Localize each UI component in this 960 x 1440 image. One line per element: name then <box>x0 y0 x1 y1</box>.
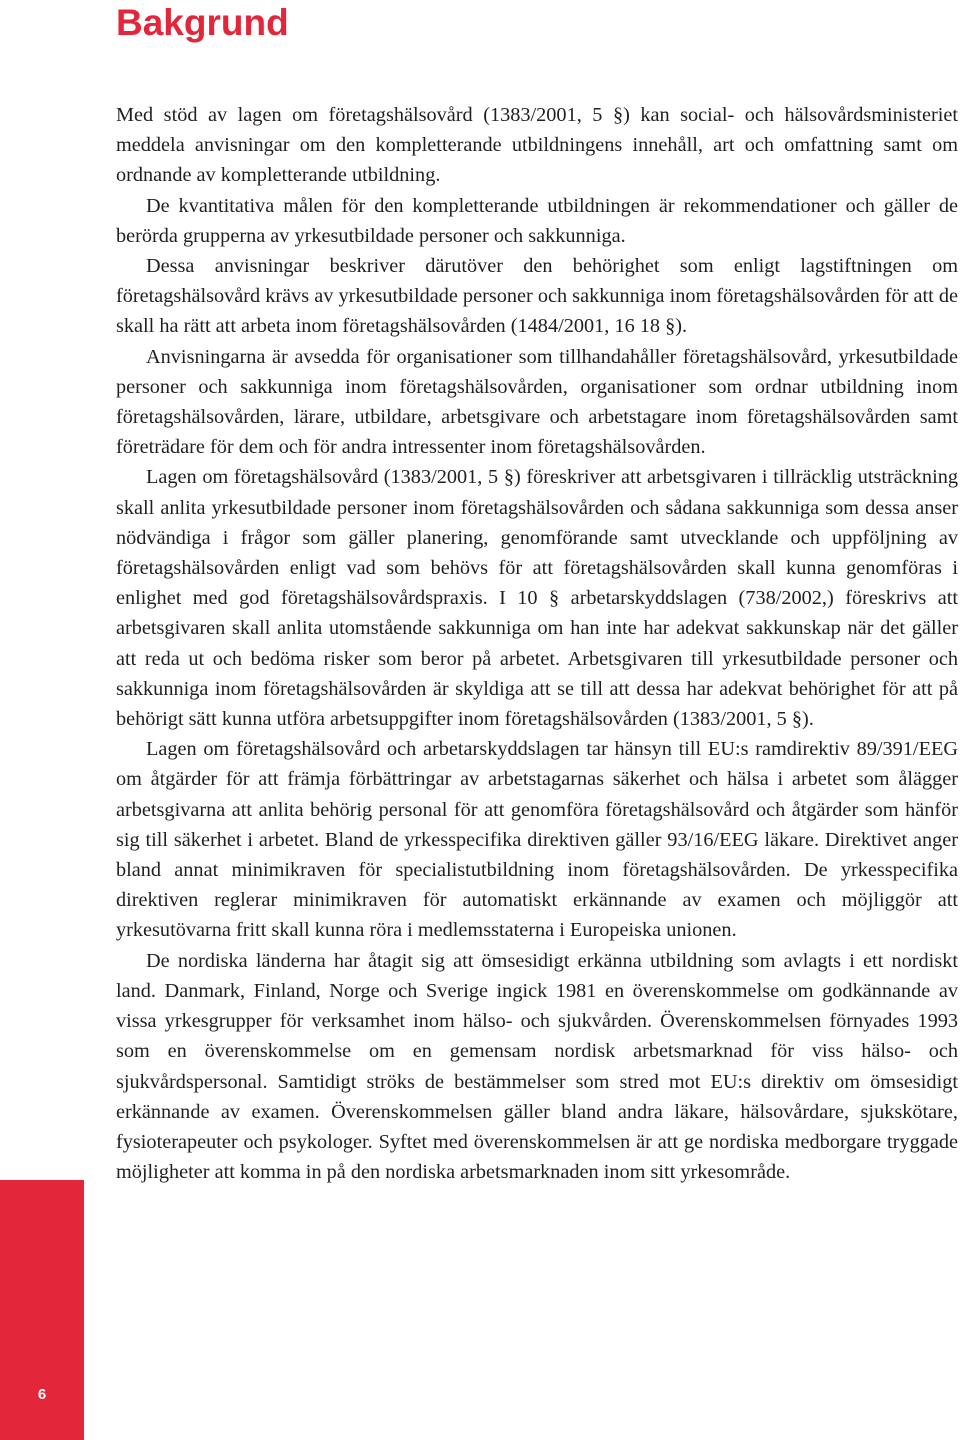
paragraph-4: Anvisningarna är avsedda för organisationer som tillhandahåller företagshälsovård, yrkesutbildade personer och sakkunniga inom företagshälsovården, organisationer som ordnar utbildning inom företagshälsovården, lärare, utbildare, arbetsgivare och arbetstagare inom företagshälsovården samt företrädare för dem och för andra intressenter inom företagshälsovården. <box>116 345 958 459</box>
paragraph-6: Lagen om företagshälsovård och arbetarskyddslagen tar hänsyn till EU:s ramdirektiv 89/391/EEG om åtgärder för att främja förbättringar av arbetstagarnas säkerhet och hälsa i arbetet som ålägger arbetsgivarna att anlita behörig personal för att genomföra företagshälsovård och åtgärder som hänför sig till säkerhet i arbetet. Bland de yrkesspecifika direktiven gäller 93/16/EEG läkare. Direktivet anger bland annat minimikraven för specialistutbildning inom företagshälsovården. De yrkesspecifika direktiven reglerar minimikraven för automatiskt erkännande av examen och möjliggör att yrkesutövarna fritt skall kunna röra i medlemsstaterna i Europeiska unionen. <box>116 738 958 942</box>
paragraph-1: Med stöd av lagen om företagshälsovård (1383/2001, 5 §) kan social- och hälsovårdsministeriet meddela anvisningar om den kompletterande utbildningens innehåll, art och omfattning samt om ordnande av kompletterande utbildning. <box>116 104 958 187</box>
page-title: Bakgrund <box>116 2 289 43</box>
paragraph-7: De nordiska länderna har åtagit sig att ömsesidigt erkänna utbildning som avlagts i ett nordiskt land. Danmark, Finland, Norge och Sverige ingick 1981 en överenskommelse om godkännande av vissa yrkesgrupper för verksamhet inom hälso- och sjukvården. Överenskommelsen förnyades 1993 som en överenskommelse om en gemensam nordisk arbetsmarknad för viss hälso- och sjukvårdspersonal. Samtidigt ströks de bestämmelser som stred mot EU:s direktiv om ömsesidigt erkännande av examen. Överenskommelsen gäller bland andra läkare, hälsovårdare, sjukskötare, fysioterapeuter och psykologer. Syftet med överenskommelsen är att ge nordiska medborgare tryggade möjligheter att komma in på den nordiska arbetsmarknaden inom sitt yrkesområde. <box>116 949 958 1184</box>
page-number: 6 <box>37 1386 47 1403</box>
paragraph-2: De kvantitativa målen för den kompletterande utbildningen är rekommendationer och gäller de berörda grupperna av yrkesutbildade personer och sakkunniga. <box>116 194 958 247</box>
paragraph-3: Dessa anvisningar beskriver därutöver den behörighet som enligt lagstiftningen om företagshälsovård krävs av yrkesutbildade personer och sakkunniga inom företagshälsovården för att de skall ha rätt att arbeta inom företagshälsovården (1484/2001, 16 18 §). <box>116 255 958 338</box>
body-text <box>116 100 958 1187</box>
paragraph-5: Lagen om företagshälsovård (1383/2001, 5 §) föreskriver att arbetsgivaren i tillräcklig utsträckning skall anlita yrkesutbildade personer inom företagshälsovården och sådana sakkunniga som dessa anser nödvändiga i frågor som gäller planering, genomförande samt utvecklande och uppföljning av företagshälsovården enligt vad som behövs för att företagshälsovården skall kunna genomföras i enlighet med god företagshälsovårdspraxis. I 10 § arbetarskyddslagen (738/2002,) föreskrivs att arbetsgivaren skall anlita utomstående sakkunniga om han inte har adekvat sakkunskap när det gäller att reda ut och bedöma risker som beror på arbetet. Arbetsgivaren till yrkesutbildade personer och sakkunniga inom företagshälsovården är skyldiga att se till att dessa har adekvat behörighet för att på behörigt sätt kunna utföra arbetsuppgifter inom företagshälsovården (1383/2001, 5 §). <box>116 466 958 731</box>
